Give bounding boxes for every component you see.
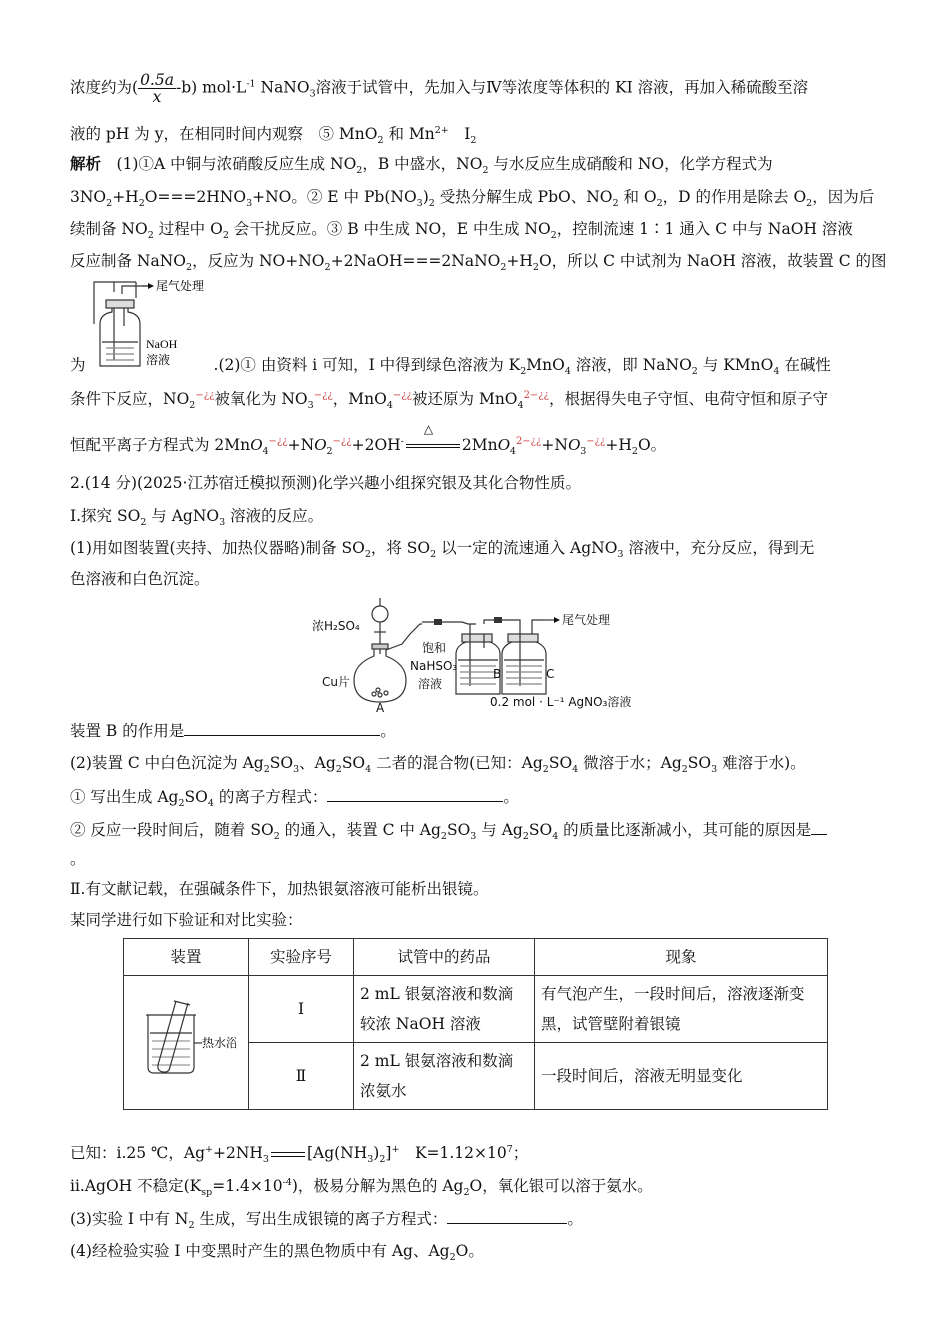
experiment-id-cell: Ⅰ [249, 976, 354, 1043]
svg-text:溶液: 溶液 [418, 677, 443, 691]
part-2-heading: Ⅱ.有文献记载，在强碱条件下，加热银氨溶液可能析出银镜。 [70, 880, 489, 898]
svg-text:Cu片: Cu片 [322, 675, 350, 689]
question-4-line: (4)经检验实验 Ⅰ 中变黑时产生的黑色物质中有 Ag、$Ag_2O$。 [70, 1242, 484, 1264]
svg-text:浓H₂SO₄: 浓H₂SO₄ [312, 619, 360, 633]
svg-text:0.2 mol · L⁻¹ AgNO₃溶液: 0.2 mol · L⁻¹ AgNO₃溶液 [490, 695, 632, 709]
table-row [124, 976, 828, 1043]
svg-text:热水浴: 热水浴 [202, 1035, 236, 1050]
phenomenon-cell: 一段时间后，溶液无明显变化 [535, 1043, 828, 1110]
table-header-cell: 装置 [124, 939, 249, 976]
svg-text:尾气处理: 尾气处理 [562, 613, 611, 627]
answer-blank-3[interactable] [811, 820, 827, 835]
known-line-2: ⅱ.AgOH 不稳定$(K_{sp}=1.4\times 10^{-4})$，极易分解为黑色的 $Ag_2O$，氧化银可以溶于氨水。 [70, 1176, 653, 1199]
table-header-cell: 现象 [535, 939, 828, 976]
text-line-8: 条件下反应，$NO_2^{-¿¿}$被氧化为 $NO_3^{-¿¿}$，MnO$_4$−¿¿被还原为 MnO$_4^{2-¿¿}$，根据得失电子守恒、电荷守恒和原子守 [70, 389, 829, 412]
text-line-1: 浓度约为( $\frac{0.5a}{x}$ -b) $mol\cdot L^{-1}$ NaNO$_3$溶液于试管中，先加入与Ⅳ等浓度等体积的 KI 溶液，再加入稀硫酸至溶 [70, 71, 809, 106]
svg-text:溶液: 溶液 [146, 353, 171, 367]
svg-text:B: B [493, 667, 502, 681]
table-header-cell: 实验序号 [249, 939, 354, 976]
answer-blank-2[interactable] [327, 787, 503, 802]
part-1-heading: Ⅰ.探究 $SO_2$ 与 AgNO$_3$ 溶液的反应。 [70, 507, 324, 529]
question-3-line: (3)实验 Ⅰ 中有 $N_2$ 生成，写出生成银镜的离子方程式： 。 [70, 1210, 583, 1232]
question-1-line-1: (1)用如图装置(夹持、加热仪器略)制备 $SO_2$，将 $SO_2$ 以一定的流速通入 AgNO$_3$ 溶液中，充分反应，得到无 [70, 539, 815, 561]
drug-cell: 2 mL 银氨溶液和数滴较浓 NaOH 溶液 [354, 976, 535, 1043]
svg-text:饱和: 饱和 [422, 641, 447, 655]
table-header-cell: 试管中的药品 [354, 939, 535, 976]
question-2-part-2: ② 反应一段时间后，随着 $SO_2$ 的通入，装置 C 中 $Ag_2SO_3$ 与 $Ag_2SO_4$ 的质量比逐渐减小，其可能的原因是 [70, 817, 880, 843]
table-header-row [124, 939, 828, 976]
text-line-7: 为 .(2)① 由资料 ⅰ 可知，Ⅰ 中得到绿色溶液为 $K_2MnO_4$ 溶液，即 NaNO$_2$ 与 KMnO$_4$ 在碱性 [70, 356, 831, 378]
hot-water-bath-figure-cell [124, 976, 249, 1110]
answer-blank-4[interactable] [447, 1209, 567, 1224]
text-line-4: $3NO_2+H_2O===2HNO_3+NO$。② E 中 $Pb(NO_3)_2$ 受热分解生成 PbO、$NO_2$ 和 $O_2$，D 的作用是除去 $O_2$，因为后 [70, 188, 875, 210]
svg-text:C: C [546, 667, 555, 681]
svg-text:尾气处理: 尾气处理 [156, 280, 205, 293]
text-line-3: 解析 (1)①A 中铜与浓硝酸反应生成 $NO_2$，B 中盛水，$NO_2$ 与水反应生成硝酸和 NO，化学方程式为 [70, 154, 773, 177]
question-2-header: 2.(14 分)(2025·江苏宿迁模拟预测)化学兴趣小组探究银及其化合物性质。 [70, 474, 582, 492]
question-1-line-2: 色溶液和白色沉淀。 [70, 570, 210, 588]
question-2-line: (2)装置 C 中白色沉淀为 $Ag_2SO_3$、$Ag_2SO_4$ 二者的混合物(已知：$Ag_2SO_4$ 微溶于水；$Ag_2SO_3$ 难溶于水)。 [70, 754, 806, 776]
svg-text:A: A [376, 701, 385, 712]
text-line-6: 反应制备 NaNO$_2$，反应为 $NO+NO_2+2NaOH===2NaNO_2+H_2O$，所以 C 中试剂为 NaOH 溶液，故装置 C 的图 [70, 252, 887, 274]
text-line-9: 恒配平离子方程式为 $2MnO_4^{-¿¿}+NO_2^{-¿¿}+2OH^-$ △ $2MnO_4^{2-¿¿}+NO_3^{-¿¿}+H_2O$。 [70, 422, 667, 458]
question-2-part-1: ① 写出生成 $Ag_2SO_4$ 的离子方程式： 。 [70, 788, 519, 810]
known-line-1: 已知：ⅰ.25 ℃，$Ag^++2NH_3$ $[Ag(NH_3)_2]^+$ $K=1.12\times 10^7$； [70, 1143, 529, 1166]
analysis-label: 解析 [70, 154, 102, 173]
experiment-table [123, 938, 828, 1110]
question-1-blank-line: 装置 B 的作用是 。 [70, 722, 396, 740]
so2-apparatus-figure [310, 594, 650, 712]
hot-water-bath-figure [136, 993, 236, 1083]
experiment-id-cell: Ⅱ [249, 1043, 354, 1110]
drug-cell: 2 mL 银氨溶液和数滴浓氨水 [354, 1043, 535, 1110]
phenomenon-cell: 有气泡产生，一段时间后，溶液逐渐变黑，试管壁附着银镜 [535, 976, 828, 1043]
question-2-part-2-end: 。 [70, 850, 86, 868]
answer-blank-1[interactable] [184, 721, 380, 736]
experiment-intro: 某同学进行如下验证和对比实验： [70, 911, 303, 929]
text-line-5: 续制备 $NO_2$ 过程中 $O_2$ 会干扰反应。③ B 中生成 NO，E 中生成 $NO_2$，控制流速 1∶1 通入 C 中与 NaOH 溶液 [70, 220, 853, 242]
text-line-2: 液的 pH 为 y，在相同时间内观察 ⑤ MnO$_2$ 和 $Mn^{2+}$ $I_2$ [70, 124, 477, 147]
svg-text:NaOH: NaOH [146, 337, 178, 351]
svg-text:NaHSO₃: NaHSO₃ [410, 659, 458, 673]
